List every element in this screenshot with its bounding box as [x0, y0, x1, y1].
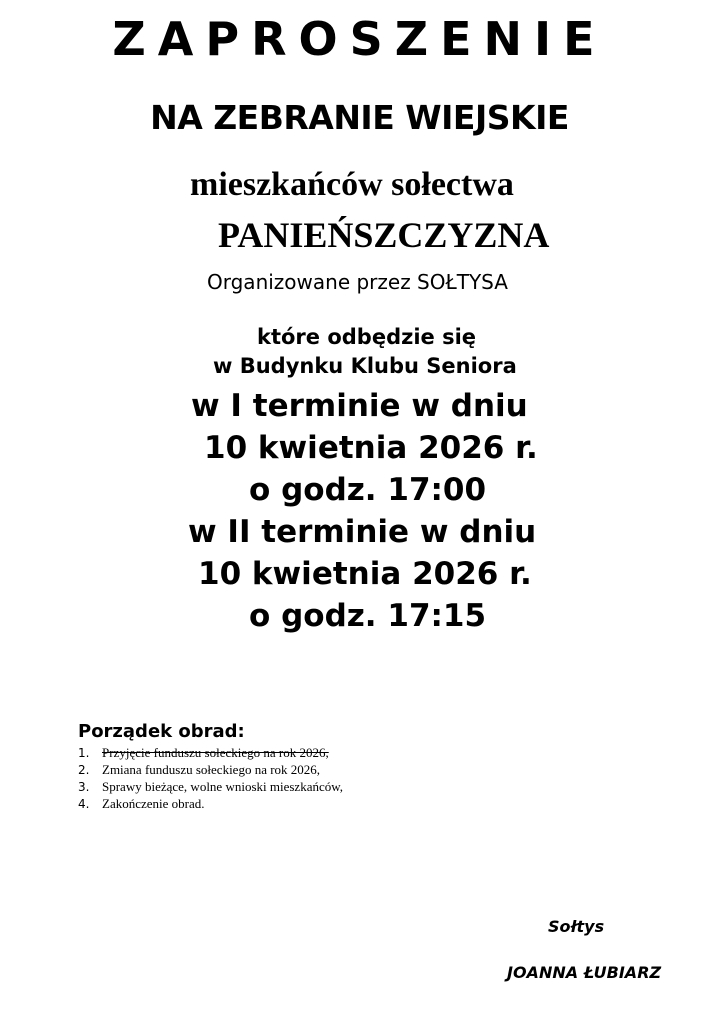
document-subtitle: NA ZEBRANIE WIEJSKIE — [150, 98, 569, 137]
agenda-item-text: Zakończenie obrad. — [102, 796, 205, 811]
agenda-item — [78, 761, 343, 778]
which-will-take-place: które odbędzie się — [257, 325, 477, 349]
village-name: PANIEŃSZCZYZNA — [218, 215, 550, 255]
agenda-item-number: 2. — [78, 763, 90, 777]
agenda-item — [78, 778, 343, 795]
meeting-location: w Budynku Klubu Seniora — [213, 354, 517, 378]
agenda-item — [78, 795, 343, 812]
first-term-label: w I terminie w dniu — [191, 388, 528, 424]
document-title: ZAPROSZENIE — [112, 12, 607, 66]
organized-by: Organizowane przez SOŁTYSA — [207, 270, 508, 294]
agenda-item-text: Zmiana funduszu sołeckiego na rok 2026, — [102, 762, 321, 777]
second-term-time: o godz. 17:15 — [249, 598, 487, 634]
first-term-date: 10 kwietnia 2026 r. — [204, 430, 538, 466]
agenda-list — [78, 744, 343, 812]
second-term-label: w II terminie w dniu — [188, 514, 537, 550]
agenda-item-number: 1. — [78, 746, 90, 760]
agenda-item-text: Sprawy bieżące, wolne wnioski mieszkańców, — [102, 779, 344, 794]
signature-role: Sołtys — [548, 917, 605, 936]
signature-name: JOANNA ŁUBIARZ — [507, 963, 662, 982]
second-term-date: 10 kwietnia 2026 r. — [198, 556, 532, 592]
residents-line: mieszkańców sołectwa — [190, 166, 514, 203]
agenda-title: Porządek obrad: — [78, 721, 245, 742]
agenda-item-number: 3. — [78, 780, 90, 794]
first-term-time: o godz. 17:00 — [249, 472, 487, 508]
agenda-item — [78, 744, 343, 761]
agenda-item-number: 4. — [78, 797, 90, 811]
agenda-item-text: Przyjęcie funduszu sołeckiego na rok 2026, — [102, 745, 329, 760]
